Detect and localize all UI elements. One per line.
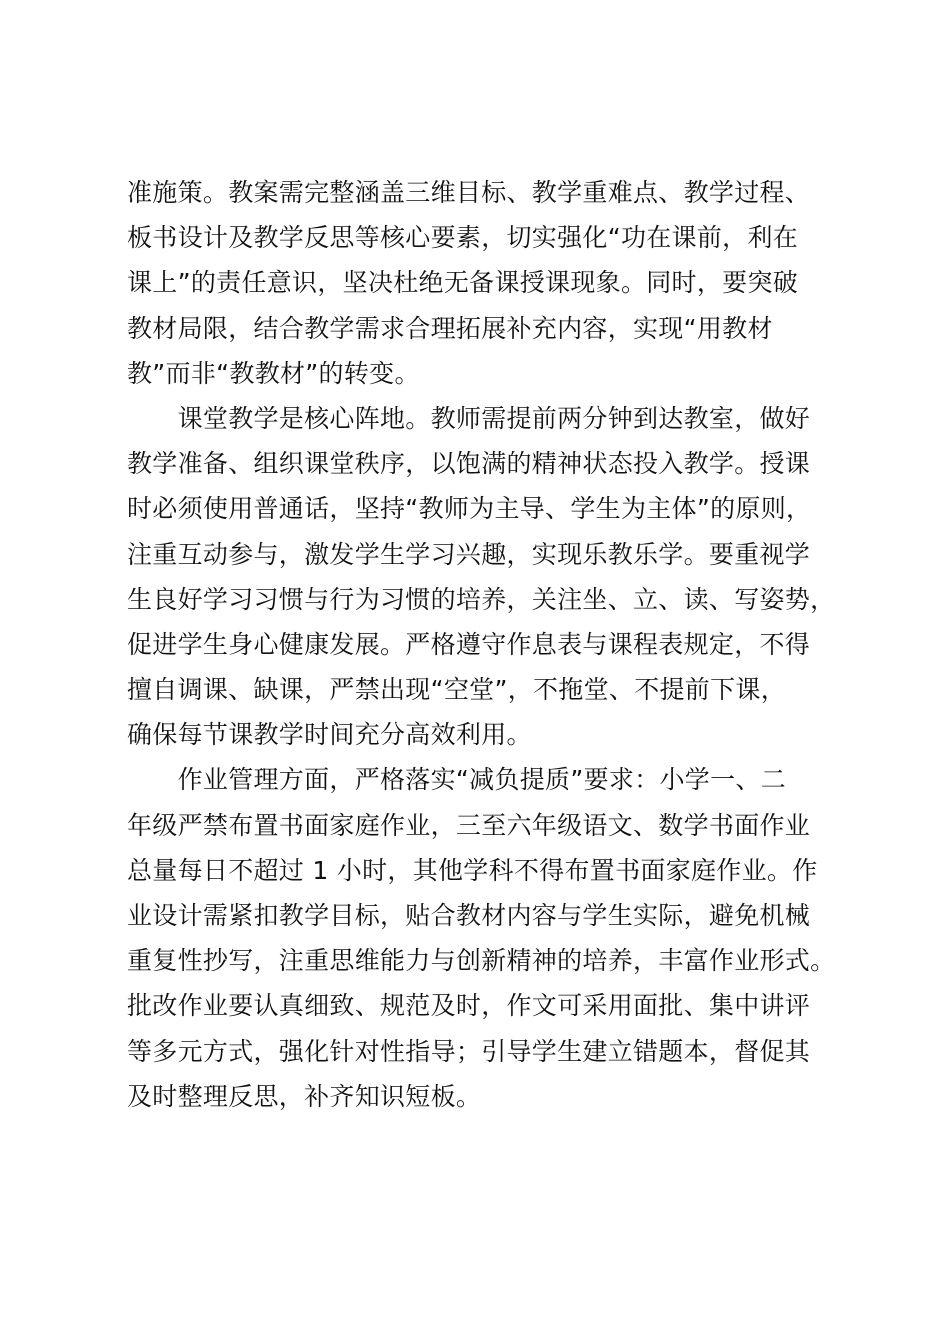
text-line: 擅自调课、缺课，严禁出现“空堂”，不拖堂、不提前下课， bbox=[127, 675, 787, 705]
text-line: 总量每日不超过 1 小时，其他学科不得布置书面家庭作业。作 bbox=[127, 855, 818, 885]
text-line: 教”而非“教教材”的转变。 bbox=[127, 358, 420, 388]
document-body bbox=[127, 170, 862, 1119]
text-line: 等多元方式，强化针对性指导；引导学生建立错题本，督促其 bbox=[127, 1036, 811, 1066]
text-line: 年级严禁布置书面家庭作业，三至六年级语文、数学书面作业 bbox=[127, 810, 811, 840]
text-line: 注重互动参与，激发学生学习兴趣，实现乐教乐学。要重视学 bbox=[127, 539, 811, 569]
text-line: 批改作业要认真细致、规范及时，作文可采用面批、集中讲评 bbox=[127, 991, 811, 1021]
text-line: 时必须使用普通话，坚持“教师为主导、学生为主体”的原则， bbox=[127, 494, 812, 524]
text-line: 课上”的责任意识，坚决杜绝无备课授课现象。同时，要突破 bbox=[127, 268, 799, 298]
text-line: 促进学生身心健康发展。严格遵守作息表与课程表规定，不得 bbox=[127, 629, 811, 659]
text-line: 准施策。教案需完整涵盖三维目标、教学重难点、教学过程、 bbox=[127, 178, 811, 207]
paragraph-lesson-plans bbox=[127, 170, 862, 396]
text-line: 作业管理方面，严格落实“减负提质”要求：小学一、二 bbox=[127, 765, 787, 795]
text-line: 教学准备、组织课堂秩序，以饱满的精神状态投入教学。授课 bbox=[127, 449, 811, 479]
text-line: 课堂教学是核心阵地。教师需提前两分钟到达教室，做好 bbox=[127, 403, 811, 433]
paragraph-classroom-teaching bbox=[127, 396, 862, 758]
text-line: 生良好学习习惯与行为习惯的培养，关注坐、立、读、写姿势， bbox=[127, 584, 836, 614]
text-line: 及时整理反思，补齐知识短板。 bbox=[127, 1081, 482, 1111]
text-line: 确保每节课教学时间充分高效利用。 bbox=[127, 720, 532, 750]
text-line: 业设计需紧扣教学目标，贴合教材内容与学生实际，避免机械 bbox=[127, 901, 811, 930]
text-line: 教材局限，结合教学需求合理拓展补充内容，实现“用教材 bbox=[127, 313, 773, 343]
text-line: 板书设计及教学反思等核心要素，切实强化“功在课前，利在 bbox=[127, 223, 799, 253]
text-line: 重复性抄写，注重思维能力与创新精神的培养，丰富作业形式。 bbox=[127, 946, 836, 976]
paragraph-homework-management bbox=[127, 757, 862, 1119]
